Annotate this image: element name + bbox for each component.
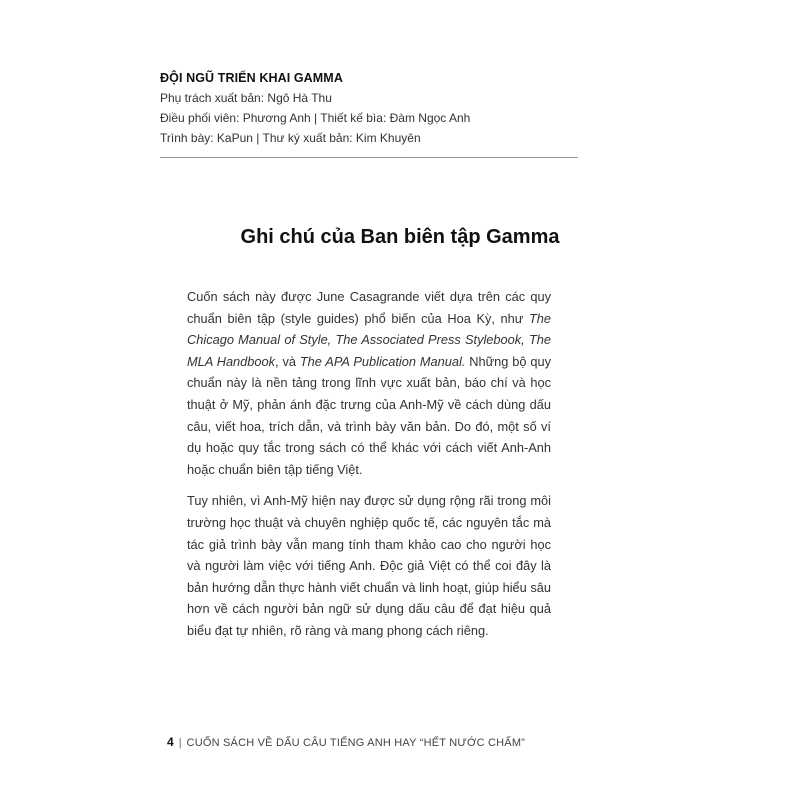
running-title: CUỐN SÁCH VỀ DẤU CÂU TIẾNG ANH HAY “HẾT NƯỚC CHẤM” — [186, 737, 526, 749]
paragraph-1-part-2: , và — [275, 353, 300, 369]
credits-block — [160, 68, 580, 148]
credit-layout-secretary: Trình bày: KaPun | Thư ký xuất bản: Kim Khuyên — [160, 131, 421, 145]
page-title: Ghi chú của Ban biên tập Gamma — [240, 226, 560, 248]
paragraph-1-part-1: Cuốn sách này được June Casagrande viết dựa trên các quy chuẩn biên tập (style guides) phổ biến của Hoa Kỳ, như — [187, 289, 551, 326]
paragraph-1-italic-1: The Chicago Manual of Style, The Associated Press Stylebook, The MLA Handbook — [187, 310, 551, 369]
credits-heading: ĐỘI NGŨ TRIỂN KHAI GAMMA — [160, 71, 343, 85]
paragraph-1 — [187, 286, 551, 480]
paragraph-1-part-3: Những bộ quy chuẩn này là nền tảng trong lĩnh vực xuất bản, báo chí và học thuật ở Mỹ, phản ánh đặc trưng của Anh-Mỹ về cách dùng dấu câu, viết hoa, trích dẫn, và trình bày văn bản. Do đó, một số ví dụ hoặc quy tắc trong sách có thể khác với cách viết Anh-Anh hoặc chuẩn biên tập tiếng Việt. — [187, 353, 551, 477]
page-footer — [167, 735, 525, 749]
footer-separator: | — [178, 737, 182, 749]
page-number: 4 — [167, 735, 174, 749]
credit-coordinator-designer: Điều phối viên: Phương Anh | Thiết kế bìa: Đàm Ngọc Anh — [160, 111, 471, 125]
credit-publisher: Phụ trách xuất bản: Ngô Hà Thu — [160, 91, 332, 105]
divider — [160, 157, 578, 158]
paragraph-2: Tuy nhiên, vì Anh-Mỹ hiện nay được sử dụng rộng rãi trong môi trường học thuật và chuyên nghiệp quốc tế, các nguyên tắc mà tác giả trình bày vẫn mang tính tham khảo cao cho người học và người làm việc với tiếng Anh. Độc giả Việt có thể coi đây là bản hướng dẫn thực hành viết chuẩn và linh hoạt, giúp hiểu sâu hơn về cách người bản ngữ sử dụng dấu câu để đạt hiệu quả biểu đạt tự nhiên, rõ ràng và mang phong cách riêng. — [187, 493, 551, 638]
body-text — [187, 286, 551, 652]
paragraph-1-italic-2: The APA Publication Manual. — [299, 353, 466, 369]
